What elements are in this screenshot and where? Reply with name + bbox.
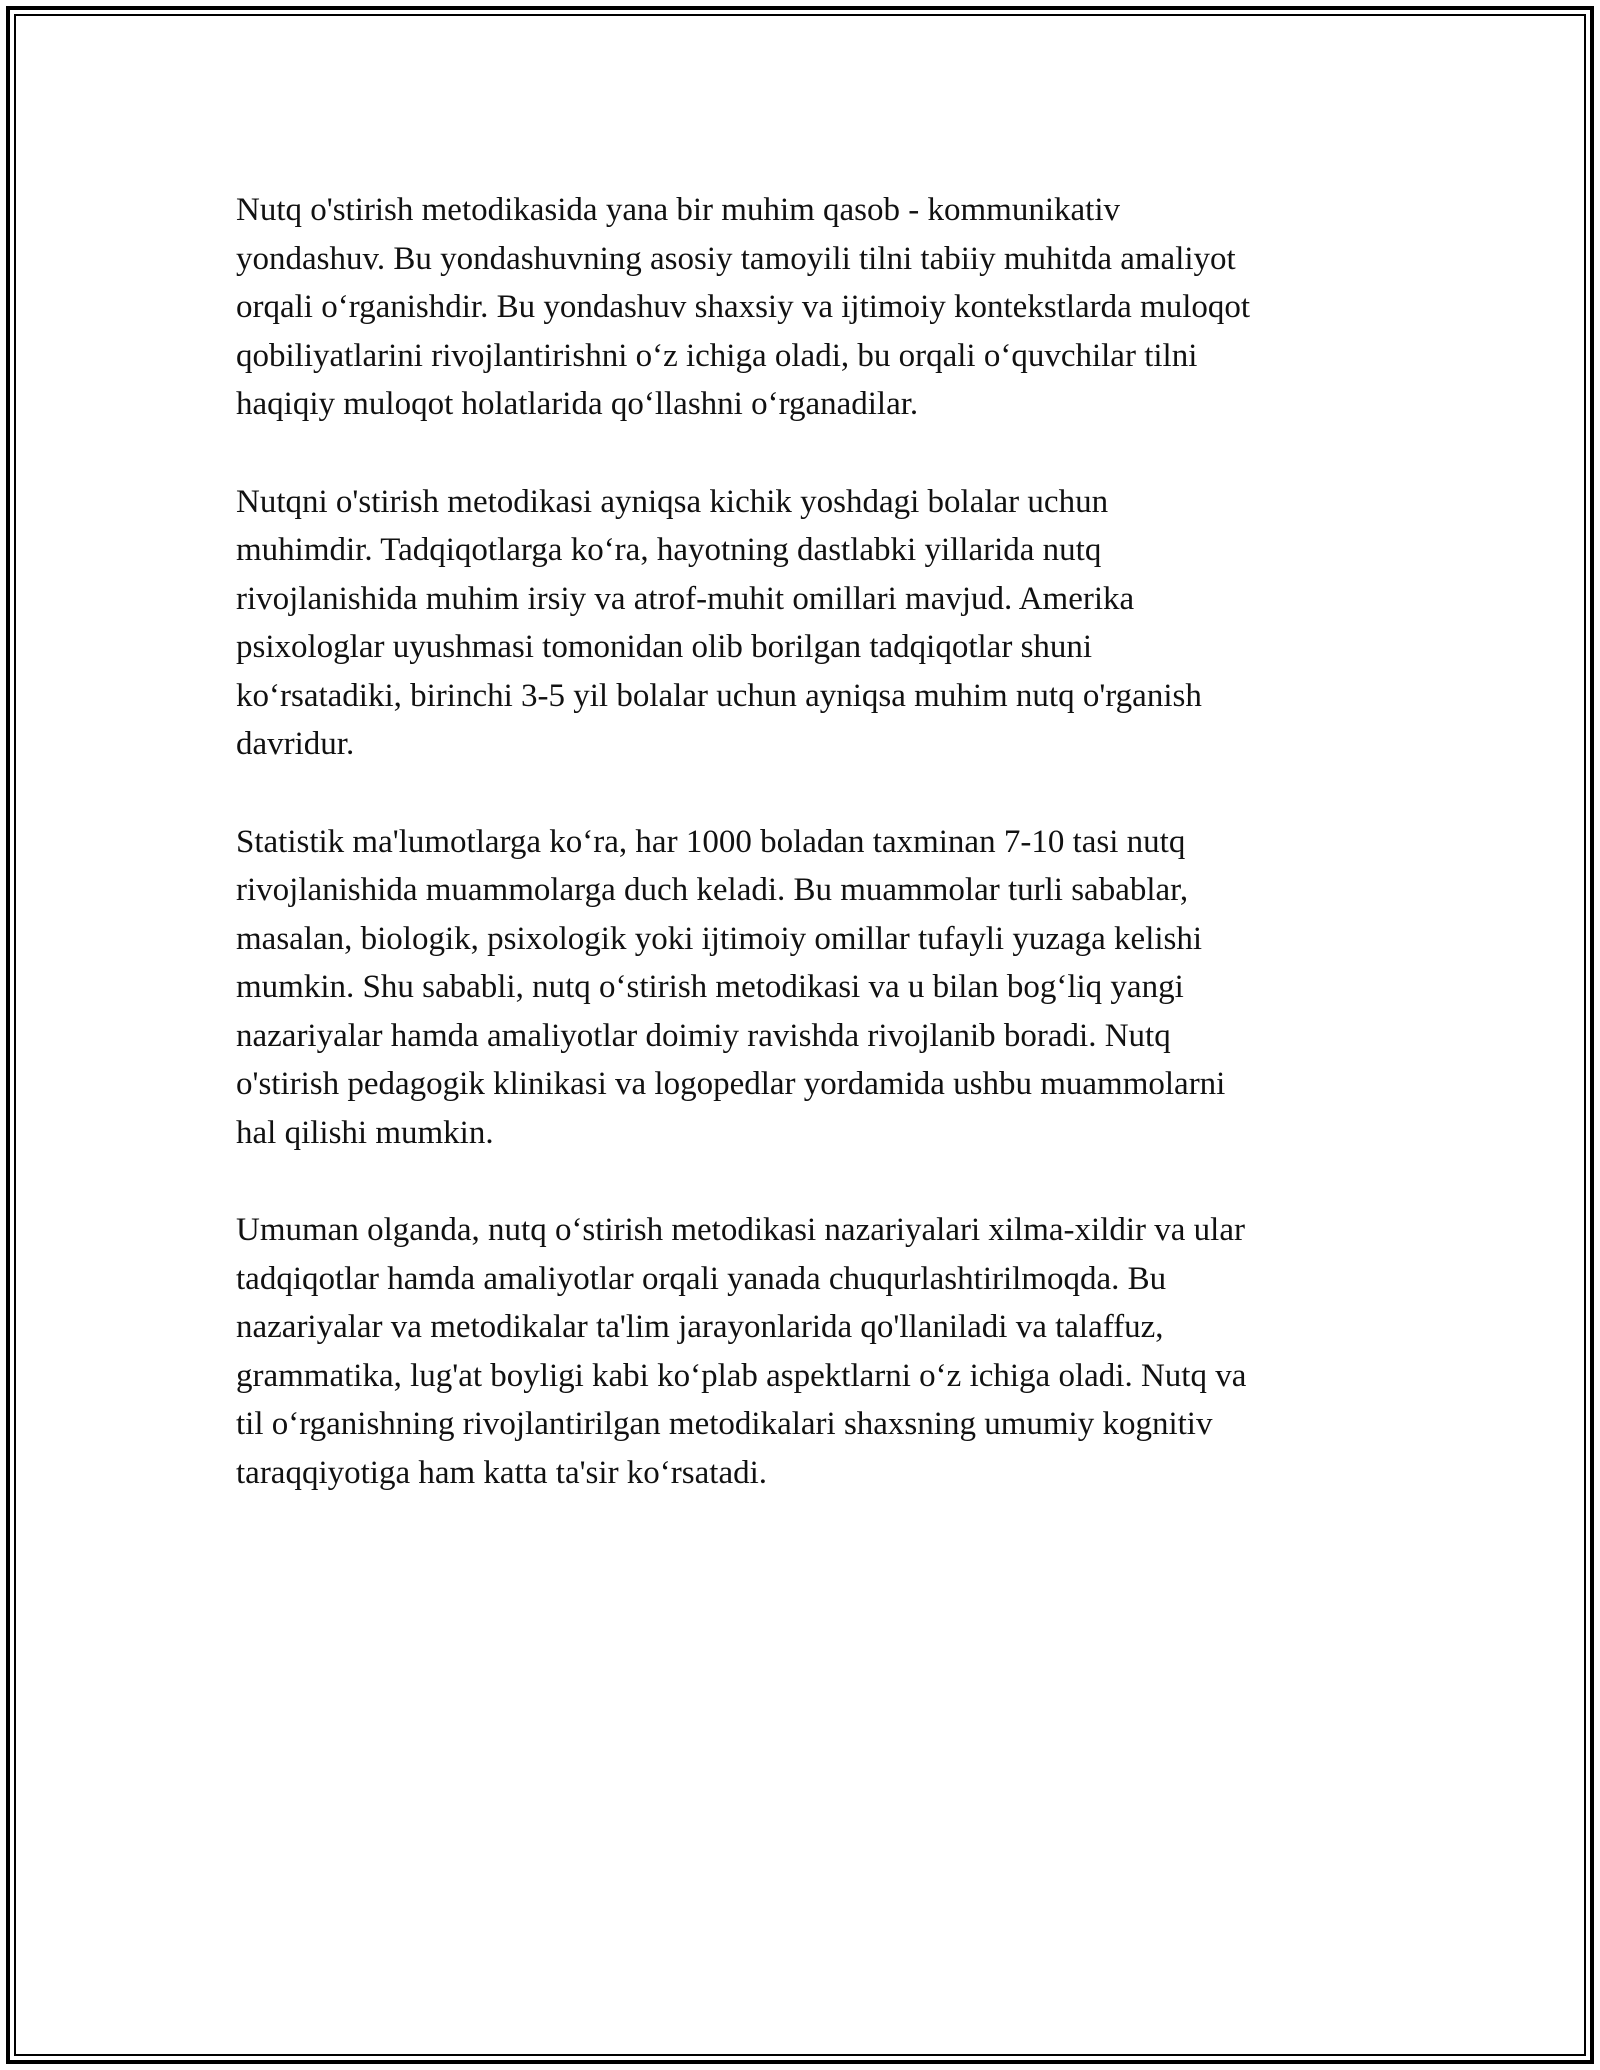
text-line: nazariyalar hamda amaliyotlar doimiy ravishda rivojlanib boradi. Nutq (236, 1017, 1171, 1054)
paragraph-early-childhood (236, 478, 1386, 769)
text-line: taraqqiyotiga ham katta ta'sir ko‘rsatadi. (236, 1454, 768, 1491)
text-line: qobiliyatlarini rivojlantirishni o‘z ichiga oladi, bu orqali o‘quvchilar tilni (236, 337, 1198, 374)
text-line: tadqiqotlar hamda amaliyotlar orqali yanada chuqurlashtirilmoqda. Bu (236, 1260, 1167, 1297)
text-line: o'stirish pedagogik klinikasi va logopedlar yordamida ushbu muammolarni (236, 1066, 1226, 1102)
text-line: Nutqni o'stirish metodikasi ayniqsa kichik yoshdagi bolalar uchun (236, 483, 1109, 520)
text-line: haqiqiy muloqot holatlarida qo‘llashni o‘rganadilar. (236, 386, 919, 422)
text-line: Umuman olganda, nutq o‘stirish metodikasi nazariyalari xilma-xildir va ular (236, 1212, 1245, 1248)
text-line: rivojlanishida muhim irsiy va atrof-muhit omillari mavjud. Amerika (236, 580, 1135, 617)
text-line: Statistik ma'lumotlarga ko‘ra, har 1000 boladan taxminan 7-10 tasi nutq (236, 823, 1186, 860)
text-line: psixologlar uyushmasi tomonidan olib borilgan tadqiqotlar shuni (236, 629, 1093, 665)
text-line: muhimdir. Tadqiqotlarga ko‘ra, hayotning dastlabki yillarida nutq (236, 532, 1102, 568)
paragraph-communicative-approach (236, 186, 1386, 429)
document-body (236, 186, 1386, 1546)
text-line: ko‘rsatadiki, birinchi 3-5 yil bolalar uchun ayniqsa muhim nutq o'rganish (236, 677, 1202, 714)
text-line: yondashuv. Bu yondashuvning asosiy tamoyili tilni tabiiy muhitda amaliyot (236, 240, 1236, 277)
paragraph-conclusion (236, 1206, 1386, 1497)
text-line: hal qilishi mumkin. (236, 1114, 494, 1151)
text-line: til o‘rganishning rivojlantirilgan metodikalari shaxsning umumiy kognitiv (236, 1406, 1213, 1442)
text-line: grammatika, lug'at boyligi kabi ko‘plab aspektlarni o‘z ichiga oladi. Nutq va (236, 1357, 1247, 1394)
text-line: davridur. (236, 726, 355, 762)
text-line: masalan, biologik, psixologik yoki ijtimoiy omillar tufayli yuzaga kelishi (236, 920, 1203, 957)
text-line: Nutq o'stirish metodikasida yana bir muhim qasob - kommunikativ (236, 192, 1121, 228)
text-line: rivojlanishida muammolarga duch keladi. Bu muammolar turli sabablar, (236, 872, 1189, 908)
text-line: orqali o‘rganishdir. Bu yondashuv shaxsiy va ijtimoiy kontekstlarda muloqot (236, 289, 1251, 325)
text-line: nazariyalar va metodikalar ta'lim jarayonlarida qo'llaniladi va talaffuz, (236, 1309, 1164, 1345)
paragraph-statistics (236, 818, 1386, 1158)
text-line: mumkin. Shu sababli, nutq o‘stirish metodikasi va u bilan bog‘liq yangi (236, 969, 1184, 1005)
